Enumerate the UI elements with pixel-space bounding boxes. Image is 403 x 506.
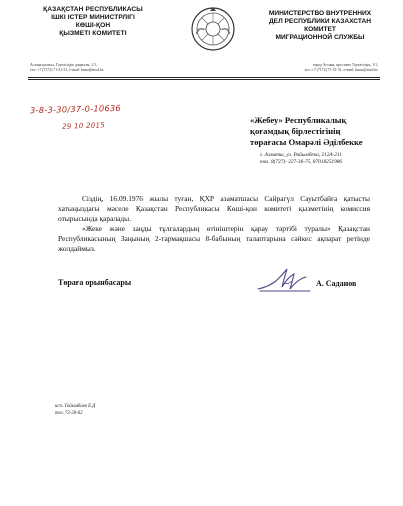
recipient-block <box>250 115 382 148</box>
letter-body <box>58 194 370 254</box>
state-emblem-icon <box>190 6 236 52</box>
body-paragraph: «Жеке және заңды тұлғалардың өтініштерін қарау тәртібі туралы» Қазақстан Республикасының Заңының 2-тармақшасы 8-бабының талаптарына сәйкес ақпарат ретінде жолдаймыз. <box>58 224 370 253</box>
header-right-line: МИНИСТЕРСТВО ВНУТРЕННИХ <box>268 10 372 17</box>
header-left-line: ІШКІ ІСТЕР МИНИСТРЛІГІ <box>51 14 135 21</box>
address-line: Астана қаласы, Тәуелсіздік даңғылы, 1/1, <box>30 63 97 67</box>
address-line: тел.:+7 (7172) 71-51-31, e-mail: kmsa@mvd.kz <box>304 68 378 72</box>
recipient-address-line: тел. 8(727)- 227-36-75, 87018251986 <box>260 159 343 165</box>
executor-phone: тел. 72-20-62 <box>55 411 83 416</box>
header-right-line: МИГРАЦИОННОЙ СЛУЖБЫ <box>275 34 365 41</box>
header-left-line: ҚАЗАҚСТАН РЕСПУБЛИКАСЫ <box>43 6 143 13</box>
sender-address-russian <box>278 63 378 73</box>
sender-address-kazakh <box>30 63 155 73</box>
header-right-line: ДЕЛ РЕСПУБЛИКИ КАЗАХСТАН <box>268 18 372 25</box>
header-left-line: ҚЫЗМЕТІ КОМИТЕТІ <box>59 30 127 37</box>
recipient-address-line: г. Алматы, ул. Райымбека, 212А-211 <box>260 152 342 158</box>
recipient-address <box>260 152 382 166</box>
signatory-name: А. Саданов <box>316 279 357 288</box>
body-paragraph: Сіздің, 16.09.1976 жылы туған, ҚХР азаматшасы Сайрагүл Сауытбайға қатысты хатыңыздағы мәселе Қазақстан Республикасы Көші-қон комитеті қызметінің комиссия отырысында қаралады. <box>58 194 370 223</box>
executor-info <box>55 403 95 417</box>
executor-name: исп. Тойымбаев Е.Д <box>55 404 96 409</box>
address-line: город Астана, проспект Тәуелсіздік, 1/1, <box>312 63 378 67</box>
header-rule-thick <box>28 79 380 80</box>
handwritten-reference-number: 3-8-3-30/37-0-10636 <box>29 102 122 116</box>
header-kazakh <box>18 6 168 38</box>
header-right-line: КОМИТЕТ <box>304 26 336 33</box>
recipient-line: төрағасы Омарәлі Әділбекке <box>250 137 363 147</box>
recipient-line: қоғамдық бірлестігінің <box>250 126 341 136</box>
header-russian <box>252 10 388 42</box>
header-left-line: КӨШІ-ҚОН <box>75 22 111 29</box>
handwritten-signature <box>254 265 314 295</box>
address-line: тел.:+7 (7172) 71-51-31, e-mail: kmsa@mvd.kz <box>30 68 104 72</box>
handwritten-date: 29 10 2015 <box>61 121 106 131</box>
header-rule-thin <box>28 77 380 78</box>
signatory-title: Төраға орынбасары <box>58 278 132 287</box>
recipient-line: «Жебеу» Республикалық <box>250 115 347 125</box>
